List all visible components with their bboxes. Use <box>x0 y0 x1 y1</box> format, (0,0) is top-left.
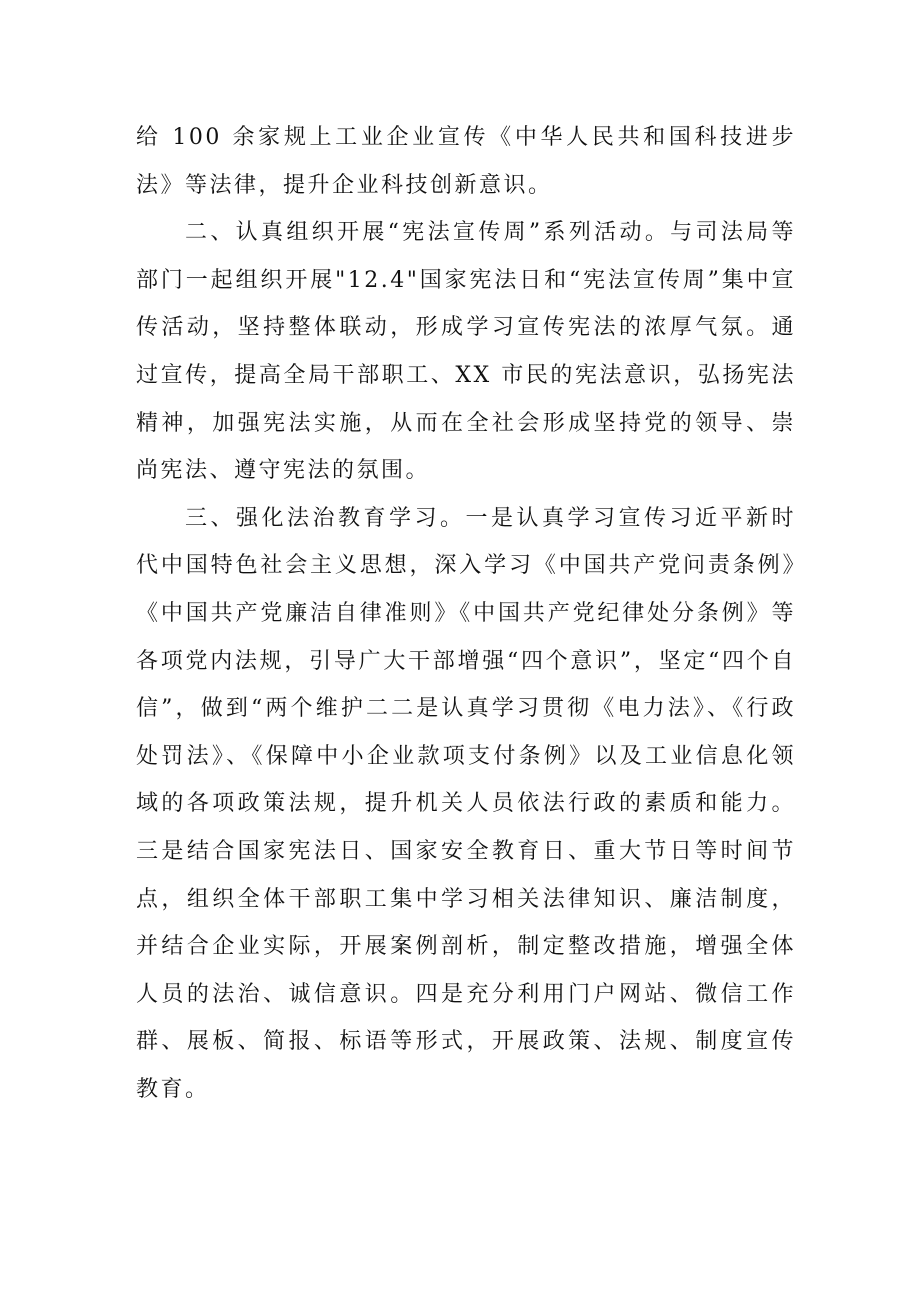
paragraph-section-three: 三、强化法治教育学习。一是认真学习宣传习近平新时代中国特色社会主义思想，深入学习《中国共产党问责条例》《中国共产党廉洁自律准则》《中国共产党纪律处分条例》等各项党内法规，引导广大干部增强“四个意识”，坚定“四个自信”，做到“两个维护二二是认真学习贯彻《电力法》、《行政处罚法》、《保障中小企业款项支付条例》以及工业信息化领域的各项政策法规，提升机关人员依法行政的素质和能力。三是结合国家宪法日、国家安全教育日、重大节日等时间节点，组织全体干部职工集中学习相关法律知识、廉洁制度，并结合企业实际，开展案例剖析，制定整改措施，增强全体人员的法治、诚信意识。四是充分利用门户网站、微信工作群、展板、简报、标语等形式，开展政策、法规、制度宣传教育。 <box>136 505 796 1102</box>
paragraph-continuation: 给 100 余家规上工业企业宣传《中华人民共和国科技进步法》等法律，提升企业科技创新意识。 <box>136 125 796 198</box>
paragraph-section-two: 二、认真组织开展“宪法宣传周”系列活动。与司法局等部门一起组织开展"12.4"国家宪法日和“宪法宣传周”集中宣传活动，坚持整体联动，形成学习宣传宪法的浓厚气氛。通过宣传，提高全局干部职工、XX 市民的宪法意识，弘扬宪法精神，加强宪法实施，从而在全社会形成坚持党的领导、崇尚宪法、遵守宪法的氛围。 <box>136 220 796 484</box>
document-body <box>136 114 796 1113</box>
